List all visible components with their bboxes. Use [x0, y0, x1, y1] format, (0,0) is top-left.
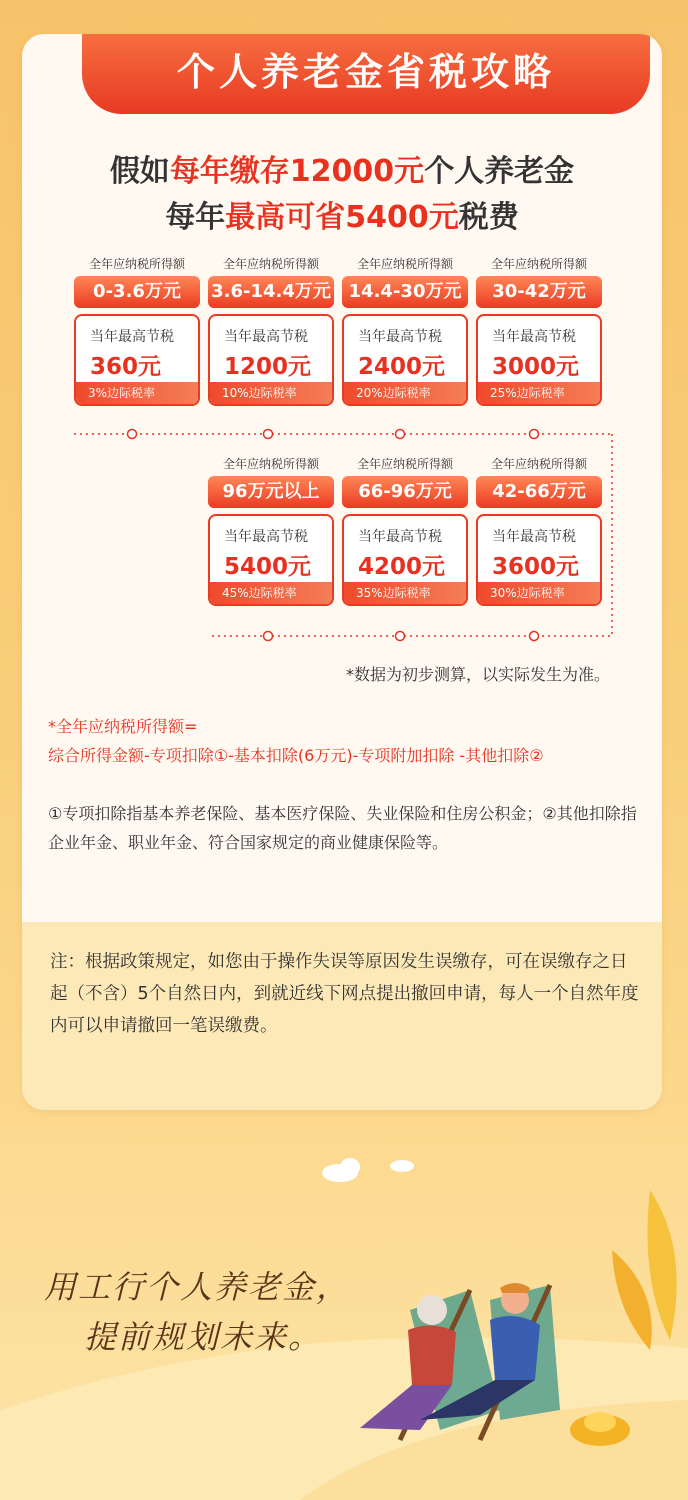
definition-formula: 综合所得金额-专项扣除①-基本扣除(6万元)-专项附加扣除 -其他扣除②: [48, 746, 544, 765]
tier-label: 全年应纳税所得额: [222, 257, 319, 271]
marginal-rate: 25%边际税率: [478, 382, 600, 404]
headline-text: 每年: [165, 200, 226, 235]
tier-range: 42-66万元: [476, 476, 602, 508]
saving-label: 当年最高节税: [224, 529, 308, 545]
headline-line-1: [22, 146, 662, 190]
marginal-rate: 10%边际税率: [210, 382, 332, 404]
marginal-rate: 30%边际税率: [478, 582, 600, 604]
tier-label: 全年应纳税所得额: [356, 457, 453, 471]
marginal-rate: 45%边际税率: [210, 582, 332, 604]
notice-text: 注：根据政策规定，如您由于操作失误等原因发生误缴存，可在误缴存之日起（不含）5个自然日内，到就近线下网点提出撤回申请，每人一个自然年度内可以申请撤回一笔误缴费。: [50, 952, 639, 1036]
saving-amount: 3600元: [492, 554, 580, 580]
marginal-rate: 35%边际税率: [344, 582, 466, 604]
tier-label: 全年应纳税所得额: [356, 257, 453, 271]
tier-range: 66-96万元: [342, 476, 468, 508]
headline-line-2: [22, 192, 662, 236]
tax-tier-card: [208, 456, 334, 606]
marginal-rate: 3%边际税率: [76, 382, 198, 404]
notice-panel: [22, 922, 662, 1110]
page-title: 个人养老金省税攻略: [82, 34, 650, 114]
leaf-icon: [612, 1190, 677, 1350]
tier-label: 全年应纳税所得额: [490, 457, 587, 471]
saving-amount: 3000元: [492, 354, 580, 380]
saving-label: 当年最高节税: [358, 529, 442, 545]
tier-saving-box: [476, 514, 602, 606]
tier-range: 96万元以上: [208, 476, 334, 508]
tax-tier-card: [342, 256, 468, 406]
saving-label: 当年最高节税: [358, 329, 442, 345]
definition-title: *全年应纳税所得额=: [48, 717, 198, 736]
tax-tier-card: [476, 456, 602, 606]
saving-amount: 2400元: [358, 354, 446, 380]
tier-label: 全年应纳税所得额: [222, 457, 319, 471]
tier-saving-box: [208, 514, 334, 606]
saving-label: 当年最高节税: [492, 529, 576, 545]
headline-text: 个人养老金: [424, 154, 575, 189]
tax-tier-card: [342, 456, 468, 606]
headline-highlight: 最高可省5400元: [225, 200, 459, 235]
slogan-line-1: 用工行个人养老金，: [44, 1268, 351, 1306]
tier-range: 0-3.6万元: [74, 276, 200, 308]
saving-label: 当年最高节税: [492, 329, 576, 345]
headline-highlight: 每年缴存12000元: [169, 154, 425, 189]
definition-explanation: ①专项扣除指基本养老保险、基本医疗保险、失业保险和住房公积金；②其他扣除指企业年金、职业年金、符合国家规定的商业健康保险等。: [48, 804, 637, 852]
tier-saving-box: [74, 314, 200, 406]
tier-label: 全年应纳税所得额: [88, 257, 185, 271]
saving-amount: 4200元: [358, 554, 446, 580]
tax-tier-card: [208, 256, 334, 406]
tier-saving-box: [342, 514, 468, 606]
slogan-line-2: 提前规划未来。: [84, 1318, 323, 1356]
info-card: [22, 34, 662, 1110]
tax-tier-card: [476, 256, 602, 406]
cloud-icon: [322, 1158, 414, 1182]
tier-range: 14.4-30万元: [342, 276, 468, 308]
tier-range: 30-42万元: [476, 276, 602, 308]
headline-text: 税费: [458, 200, 519, 235]
saving-amount: 5400元: [224, 554, 312, 580]
headline-text: 假如: [109, 154, 170, 189]
tier-saving-box: [476, 314, 602, 406]
saving-amount: 360元: [90, 354, 162, 380]
saving-label: 当年最高节税: [90, 329, 174, 345]
saving-amount: 1200元: [224, 354, 312, 380]
marginal-rate: 20%边际税率: [344, 382, 466, 404]
tax-tier-card: [74, 256, 200, 406]
tier-saving-box: [208, 314, 334, 406]
tier-label: 全年应纳税所得额: [490, 257, 587, 271]
tier-range: 3.6-14.4万元: [208, 276, 334, 308]
saving-label: 当年最高节税: [224, 329, 308, 345]
tier-saving-box: [342, 314, 468, 406]
data-disclaimer: *数据为初步测算，以实际发生为准。: [345, 665, 610, 684]
